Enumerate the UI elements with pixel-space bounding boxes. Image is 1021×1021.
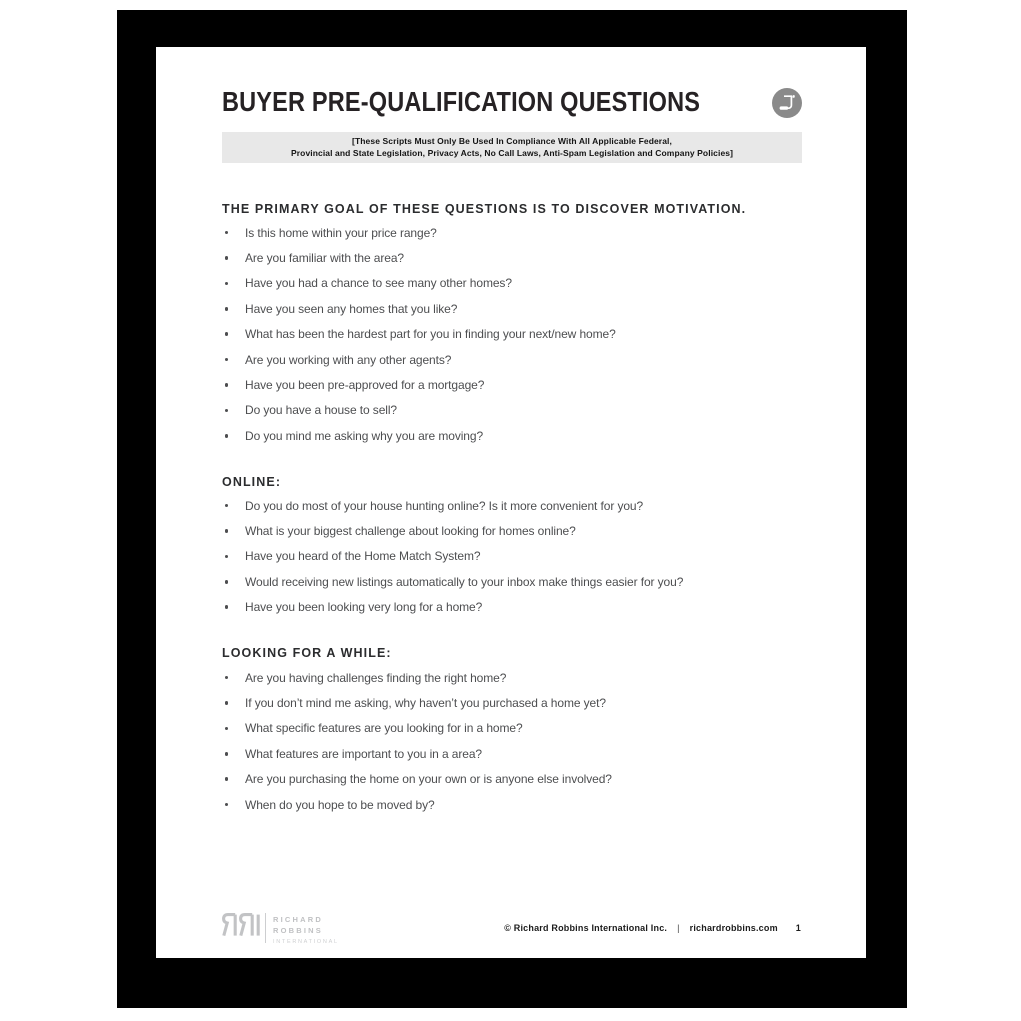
section-heading-looking-for-a-while: LOOKING FOR A WHILE: bbox=[222, 646, 392, 660]
question-item: Would receiving new listings automatically to your inbox make things easier for you? bbox=[222, 569, 826, 594]
document-page bbox=[156, 47, 866, 958]
footer-credit bbox=[504, 921, 801, 934]
question-list-motivation bbox=[222, 220, 826, 449]
section-heading-online: ONLINE: bbox=[222, 475, 282, 489]
question-item: Are you purchasing the home on your own or is anyone else involved? bbox=[222, 767, 826, 792]
section-heading-motivation: THE PRIMARY GOAL OF THESE QUESTIONS IS TO DISCOVER MOTIVATION. bbox=[222, 202, 747, 216]
question-item: What features are important to you in a area? bbox=[222, 741, 826, 766]
question-list-online bbox=[222, 493, 826, 620]
title-badge bbox=[772, 88, 802, 118]
disclaimer-line-2: Provincial and State Legislation, Privacy Acts, No Call Laws, Anti-Spam Legislation and Company Policies] bbox=[290, 147, 734, 158]
rri-monogram-icon bbox=[222, 913, 260, 937]
logo-name-robbins: ROBBINS bbox=[273, 926, 323, 935]
page-title: BUYER PRE-QUALIFICATION QUESTIONS bbox=[222, 86, 701, 117]
question-item: Are you familiar with the area? bbox=[222, 245, 826, 270]
document-frame bbox=[117, 10, 907, 1008]
question-item: Do you do most of your house hunting online? Is it more convenient for you? bbox=[222, 493, 826, 518]
question-item: Have you had a chance to see many other homes? bbox=[222, 271, 826, 296]
footer-copyright: © Richard Robbins International Inc. bbox=[504, 922, 668, 933]
logo-text bbox=[273, 913, 339, 945]
rri-logo bbox=[222, 913, 339, 945]
footer-website: richardrobbins.com bbox=[689, 922, 778, 933]
disclaimer-line-1: [These Scripts Must Only Be Used In Compliance With All Applicable Federal, bbox=[352, 136, 672, 146]
question-item: Is this home within your price range? bbox=[222, 220, 826, 245]
logo-name-international: INTERNATIONAL bbox=[273, 939, 339, 945]
logo-name-richard: RICHARD bbox=[273, 915, 323, 924]
footer-separator: | bbox=[677, 922, 680, 933]
logo-divider bbox=[265, 913, 266, 943]
question-item: What is your biggest challenge about looking for homes online? bbox=[222, 518, 826, 543]
question-item: Do you mind me asking why you are moving? bbox=[222, 423, 826, 448]
question-item: What has been the hardest part for you in finding your next/new home? bbox=[222, 322, 826, 347]
question-item: Have you been looking very long for a home? bbox=[222, 595, 826, 620]
question-item: Have you heard of the Home Match System? bbox=[222, 544, 826, 569]
question-item: Have you seen any homes that you like? bbox=[222, 296, 826, 321]
question-item: When do you hope to be moved by? bbox=[222, 792, 826, 817]
question-item: Are you working with any other agents? bbox=[222, 347, 826, 372]
question-item: Are you having challenges finding the right home? bbox=[222, 665, 826, 690]
disclaimer-box bbox=[222, 132, 802, 163]
question-item: Do you have a house to sell? bbox=[222, 398, 826, 423]
question-item: What specific features are you looking for in a home? bbox=[222, 716, 826, 741]
footer-page-number: 1 bbox=[795, 922, 801, 933]
script-icon bbox=[772, 88, 802, 118]
question-item: Have you been pre-approved for a mortgage? bbox=[222, 372, 826, 397]
question-item: If you don’t mind me asking, why haven’t you purchased a home yet? bbox=[222, 690, 826, 715]
question-list-looking-for-a-while bbox=[222, 665, 826, 817]
